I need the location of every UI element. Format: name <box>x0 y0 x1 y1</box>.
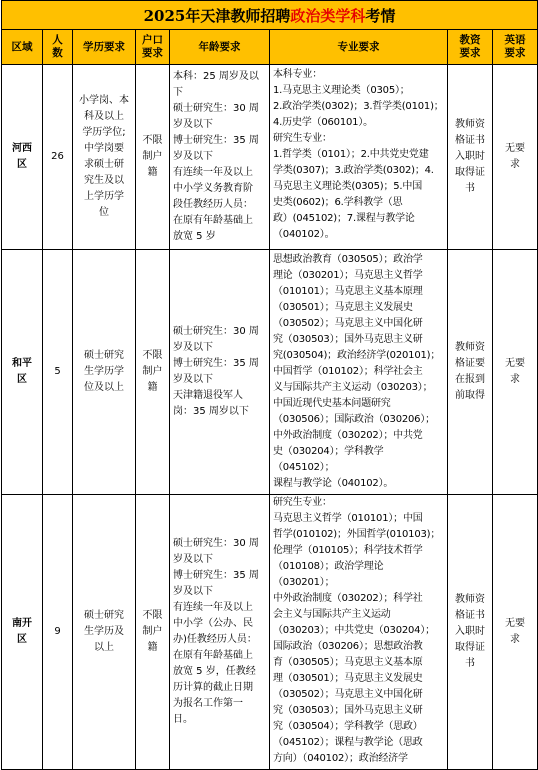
header-education: 学历要求 <box>73 30 136 65</box>
table-title <box>2 1 538 30</box>
major-cell: 思想政治教育（030505）；政治学 理论（030201）；马克思主义哲学 （010101）；马克思主义基本原理 （030501）；马克思主义发展史 （030502）；马克思主义中国化研 究（030503）；国外马克思主义研 究(030504)；政治经济学(020101)； 中国哲学（010102）；科学社会主 义与国际共产主义运动（030203）； 中国近现代史基本问题研究 （030506）；国际政治（030206）； 中外政治制度（030202）；中共党 史（030204）；学科教学（045102）； 课程与教学论（040102）。 <box>270 250 448 495</box>
hukou-cell: 不限 制户 籍 <box>136 250 170 495</box>
count-cell: 26 <box>43 65 73 250</box>
education-cell: 硕士研究 生学历及 以上 <box>73 495 136 770</box>
education-cell: 小学岗、本 科及以上 学历学位; 中学岗要 求硕士研 究生及以 上学历学 位 <box>73 65 136 250</box>
education-cell: 硕士研究 生学历学 位及以上 <box>73 250 136 495</box>
hukou-cell: 不限 制户 籍 <box>136 65 170 250</box>
hukou-cell: 不限 制户 籍 <box>136 495 170 770</box>
english-cell: 无要 求 <box>493 65 538 250</box>
title-suffix: 考情 <box>365 6 396 25</box>
header-hukou: 户口 要求 <box>136 30 170 65</box>
major-cell: 研究生专业： 马克思主义哲学（010101）；中国 哲学(010102)；外国哲学(010103)； 伦理学（010105）；科学技术哲学 （010108）；政治学理论（030201）； 中外政治制度（030202）；科学社 会主义与国际共产主义运动 （030203）；中共党史（030204）； 国际政治（030206）；思想政治教 育（030505）；马克思主义基本原 理（030501）；马克思主义发展史 （030502）；马克思主义中国化研 究（030503）；国外马克思主义研 究（030504）；学科教学（思政） （045102）；课程与教学论（思政 方向）（040102）；政治经济学 <box>270 495 448 770</box>
age-cell: 硕士研究生：30 周 岁及以下 博士研究生：35 周 岁及以下 有连续一年及以上 中小学（公办、民 办)任教经历人员： 在原有年龄基础上 放宽 5 岁，任教经 历计算的截止日期 为报名工作第一 日。 <box>170 495 270 770</box>
region-cell: 河西 区 <box>2 65 43 250</box>
count-cell: 9 <box>43 495 73 770</box>
count-cell: 5 <box>43 250 73 495</box>
header-english: 英语 要求 <box>493 30 538 65</box>
header-row <box>2 30 538 65</box>
title-highlight: 政治类学科 <box>290 6 366 25</box>
table-row <box>2 250 538 495</box>
cert-cell: 教师资 格证书 入职时 取得证 书 <box>448 65 493 250</box>
major-cell: 本科专业： 1.马克思主义理论类（0305）； 2.政治学类(0302)；3.哲学类(0101)； 4.历史学（060101）。 研究生专业： 1.哲学类（0101）；2.中共党史党建 学类(0307)；3.政治学类(0302)；4. 马克思主义理论类(0305)；5.中国 史类(0602)；6.学科教学（思 政）(045102)；7.课程与教学论 （040102）。 <box>270 65 448 250</box>
header-count: 人 数 <box>43 30 73 65</box>
english-cell: 无要 求 <box>493 495 538 770</box>
cert-cell: 教师资 格证书 入职时 取得证 书 <box>448 495 493 770</box>
table-row <box>2 65 538 250</box>
english-cell: 无要 求 <box>493 250 538 495</box>
table-row <box>2 495 538 770</box>
title-prefix: 2025年天津教师招聘 <box>143 6 291 25</box>
age-cell: 本科：25 周岁及以 下 硕士研究生：30 周 岁及以下 博士研究生：35 周 岁及以下 有连续一年及以上 中小学义务教育阶 段任教经历人员： 在原有年龄基础上 放宽 5 岁 <box>170 65 270 250</box>
age-cell: 硕士研究生：30 周 岁及以下 博士研究生：35 周 岁及以下 天津籍退役军人 岗：35 周岁以下 <box>170 250 270 495</box>
header-cert: 教资 要求 <box>448 30 493 65</box>
recruitment-table <box>1 0 538 770</box>
header-age: 年龄要求 <box>170 30 270 65</box>
region-cell: 和平 区 <box>2 250 43 495</box>
header-major: 专业要求 <box>270 30 448 65</box>
cert-cell: 教师资 格证要 在报到 前取得 <box>448 250 493 495</box>
header-region: 区域 <box>2 30 43 65</box>
region-cell: 南开 区 <box>2 495 43 770</box>
